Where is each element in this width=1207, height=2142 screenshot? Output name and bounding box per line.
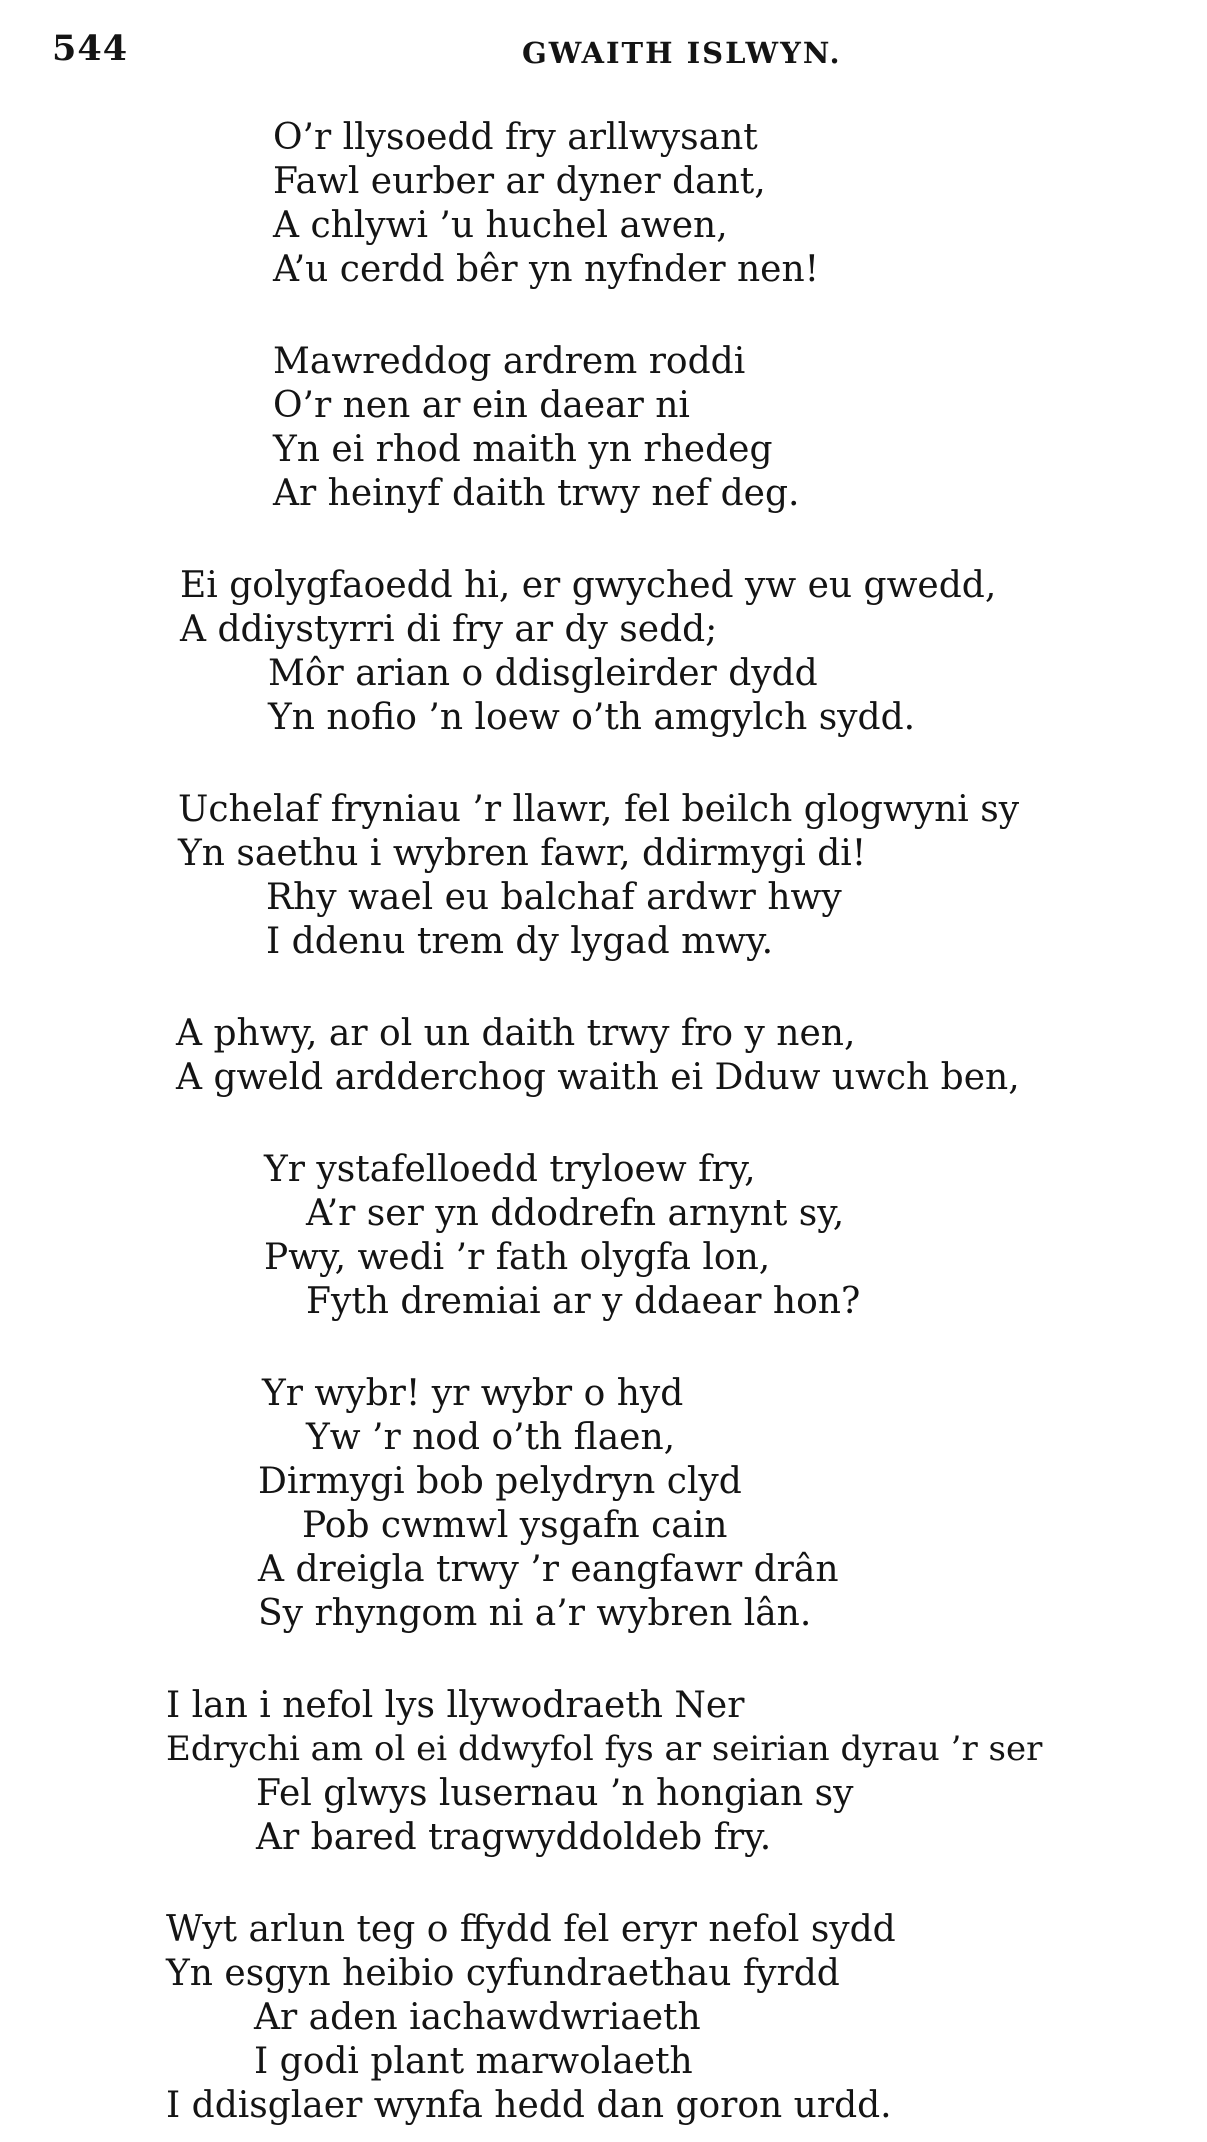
poem-line: Môr arian o ddisgleirder dydd <box>268 653 818 694</box>
poem-line: Pob cwmwl ysgafn cain <box>302 1505 728 1546</box>
poem-line: Yn ei rhod maith yn rhedeg <box>273 429 773 470</box>
poem-line: Fawl eurber ar dyner dant, <box>273 161 766 202</box>
poem-line: Yn nofio ’n loew o’th amgylch sydd. <box>268 697 916 738</box>
poem-line: O’r nen ar ein daear ni <box>273 385 690 426</box>
poem-line: I ddisglaer wynfa hedd dan goron urdd. <box>166 2085 892 2126</box>
poem-line: Yw ’r nod o’th flaen, <box>306 1417 676 1458</box>
poem-line: Wyt arlun teg o ffydd fel eryr nefol sydd <box>166 1909 896 1950</box>
poem-line: I lan i nefol lys llywodraeth Ner <box>166 1685 745 1726</box>
page-number: 544 <box>52 28 129 69</box>
poem-line: Ei golygfaoedd hi, er gwyched yw eu gwedd, <box>180 565 997 606</box>
poem-line: Mawreddog ardrem roddi <box>273 341 746 382</box>
poem-line: Fyth dremiai ar y ddaear hon? <box>306 1281 861 1322</box>
running-title: GWAITH ISLWYN. <box>522 36 842 70</box>
poem-line: Uchelaf fryniau ’r llawr, fel beilch glogwyni sy <box>178 789 1020 830</box>
poem-line: Yr ystafelloedd tryloew fry, <box>264 1149 756 1190</box>
poem-line: Sy rhyngom ni a’r wybren lân. <box>258 1593 812 1634</box>
poem-line: Yn esgyn heibio cyfundraethau fyrdd <box>166 1953 840 1994</box>
poem-line: Ar aden iachawdwriaeth <box>254 1997 701 2038</box>
poem-line: Ar bared tragwyddoldeb fry. <box>256 1817 772 1858</box>
poem-line: A phwy, ar ol un daith trwy fro y nen, <box>176 1013 856 1054</box>
poem-line: A dreigla trwy ’r eangfawr drân <box>258 1549 839 1590</box>
poem-line: Ar heinyf daith trwy nef deg. <box>273 473 800 514</box>
poem-line: Dirmygi bob pelydryn clyd <box>258 1461 742 1502</box>
poem-line: O’r llysoedd fry arllwysant <box>273 117 758 158</box>
poem-line: A chlywi ’u huchel awen, <box>273 205 728 246</box>
poem-line: A gweld ardderchog waith ei Dduw uwch ben, <box>176 1057 1020 1098</box>
poem-line: A’u cerdd bêr yn nyfnder nen! <box>273 249 820 290</box>
poem-line: A ddiystyrri di fry ar dy sedd; <box>180 609 718 650</box>
poem-line: Edrychi am ol ei ddwyfol fys ar seirian dyrau ’r ser <box>166 1729 1043 1769</box>
poem-line: I godi plant marwolaeth <box>254 2041 693 2082</box>
poem-line: I ddenu trem dy lygad mwy. <box>266 921 774 962</box>
poem-line: Fel glwys lusernau ’n hongian sy <box>256 1773 854 1814</box>
poem-line: A’r ser yn ddodrefn arnynt sy, <box>306 1193 845 1234</box>
poem-line: Pwy, wedi ’r fath olygfa lon, <box>264 1237 771 1278</box>
poem-line: Yn saethu i wybren fawr, ddirmygi di! <box>178 833 867 874</box>
poem-line: Yr wybr! yr wybr o hyd <box>262 1373 684 1414</box>
poem-line: Rhy wael eu balchaf ardwr hwy <box>266 877 842 918</box>
